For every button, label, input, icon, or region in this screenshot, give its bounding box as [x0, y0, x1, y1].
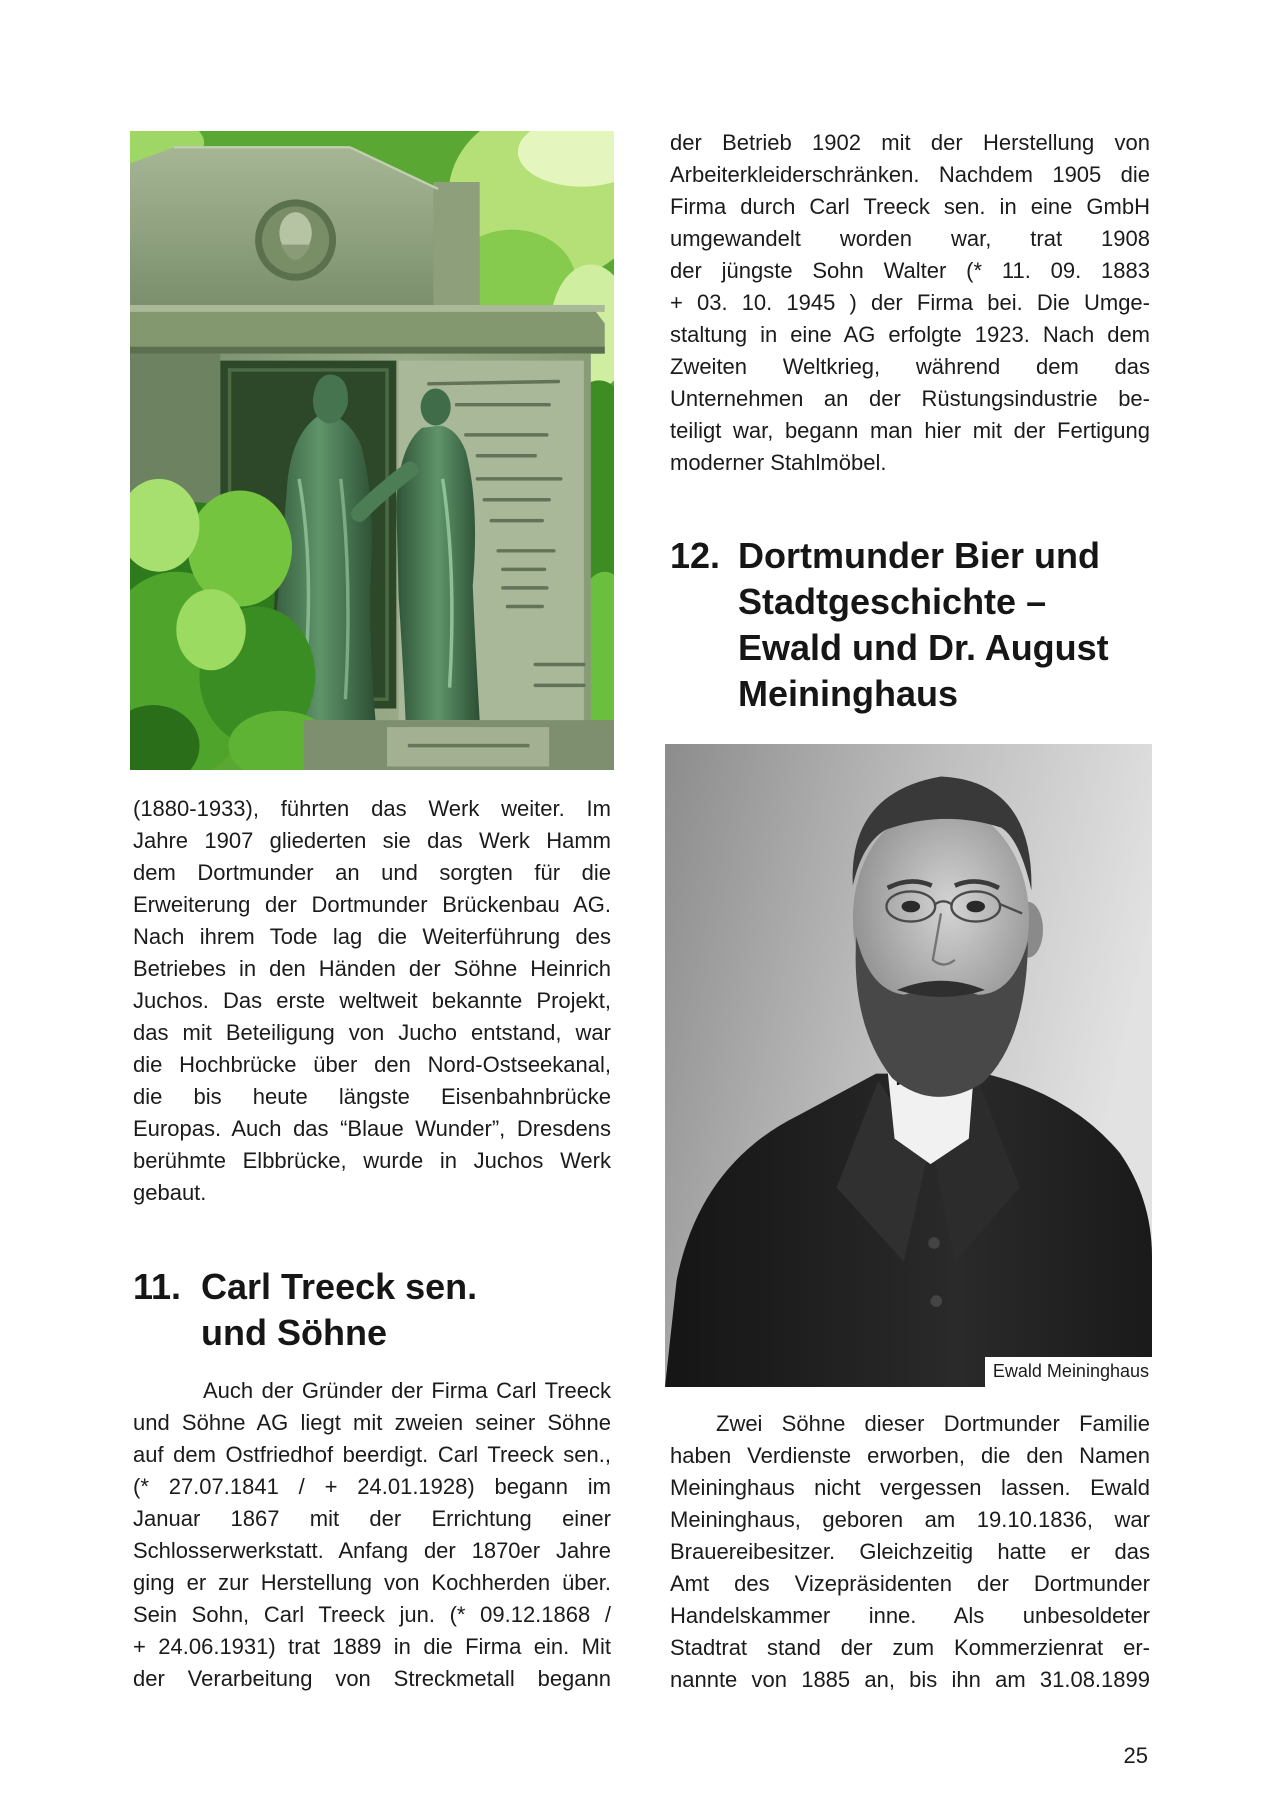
monument-photo	[130, 131, 614, 770]
body-text-line: Erweiterung der Dortmunder Brückenbau AG.	[133, 892, 611, 917]
body-text-line: Meininghaus nicht vergessen lassen. Ewald	[670, 1475, 1150, 1500]
body-text-line: Schlosserwerkstatt. Anfang der 1870er Jahre	[133, 1538, 611, 1563]
body-text-line: ging er zur Herstellung von Kochherden über.	[133, 1570, 611, 1595]
body-text-line: Juchos. Das erste weltweit bekannte Projekt,	[133, 988, 611, 1013]
body-text-line: Nach ihrem Tode lag die Weiterführung des	[133, 924, 611, 949]
body-text-line: Zweiten Weltkrieg, während dem das	[670, 354, 1150, 379]
section-12-paragraph	[670, 1408, 1150, 1696]
body-text-line: Handelskammer inne. Als unbesoldeter	[670, 1603, 1150, 1628]
body-text-line: Arbeiterkleiderschränken. Nachdem 1905 die	[670, 162, 1150, 187]
section-title-line: Dortmunder Bier und	[738, 535, 1101, 576]
body-text-line: Auch der Gründer der Firma Carl Treeck	[203, 1378, 611, 1403]
body-text-line: Europas. Auch das “Blaue Wunder”, Dresdens	[133, 1116, 611, 1141]
portrait-photo	[665, 744, 1152, 1387]
body-text-line: + 24.06.1931) trat 1889 in die Firma ein. Mit	[133, 1634, 611, 1659]
body-text-line: der Betrieb 1902 mit der Herstellung von	[670, 130, 1150, 155]
body-text-line: staltung in eine AG erfolgte 1923. Nach dem	[670, 322, 1150, 347]
section-heading-11	[133, 1264, 611, 1356]
body-text-line: Zwei Söhne dieser Dortmunder Familie	[716, 1411, 1150, 1436]
body-text-line: Unternehmen an der Rüstungsindustrie be-	[670, 386, 1150, 411]
body-text-line: Amt des Vizepräsidenten der Dortmunder	[670, 1571, 1150, 1596]
portrait-photo-image	[665, 744, 1152, 1387]
body-text-line: nannte von 1885 an, bis ihn am 31.08.1899	[670, 1667, 1150, 1692]
right-continued-text	[670, 127, 1150, 479]
body-text-line: (* 27.07.1841 / + 24.01.1928) begann im	[133, 1474, 611, 1499]
body-text-line: Brauereibesitzer. Gleichzeitig hatte er das	[670, 1539, 1150, 1564]
section-title-line: Carl Treeck sen.	[201, 1266, 478, 1307]
monument-base	[304, 720, 614, 770]
body-text-line: teiligt war, begann man hier mit der Fertigung	[670, 418, 1150, 443]
section-title-line: Meininghaus	[738, 673, 959, 714]
body-text-line: berühmte Elbbrücke, wurde in Juchos Werk	[133, 1148, 611, 1173]
section-number: 12.	[670, 535, 721, 576]
page-number: 25	[1123, 1743, 1148, 1768]
left-continued-text	[133, 793, 611, 1209]
body-text-line: Jahre 1907 gliederten sie das Werk Hamm	[133, 828, 611, 853]
body-text-line: Meininghaus, geboren am 19.10.1836, war	[670, 1507, 1150, 1532]
body-text-line: auf dem Ostfriedhof beerdigt. Carl Treeck sen.,	[133, 1442, 611, 1467]
body-text-line: und Söhne AG liegt mit zweien seiner Söhne	[133, 1410, 611, 1435]
body-text-line: dem Dortmunder an und sorgten für die	[133, 860, 611, 885]
body-text-line: die Hochbrücke über den Nord-Ostseekanal,	[133, 1052, 611, 1077]
body-text-line: die bis heute längste Eisenbahnbrücke	[133, 1084, 611, 1109]
body-text-line: (1880-1933), führten das Werk weiter. Im	[133, 796, 611, 821]
section-title-line: Ewald und Dr. August	[738, 627, 1109, 668]
body-text-line: Sein Sohn, Carl Treeck jun. (* 09.12.1868 /	[133, 1602, 611, 1627]
body-text-line: Stadtrat stand der zum Kommerzienrat er-	[670, 1635, 1150, 1660]
monument-photo-image	[130, 131, 614, 770]
section-11-paragraph	[133, 1375, 611, 1695]
body-text-line: der Verarbeitung von Streckmetall begann	[133, 1666, 611, 1691]
body-text-line: moderner Stahlmöbel.	[670, 450, 887, 475]
body-text-line: haben Verdienste erworben, die den Namen	[670, 1443, 1150, 1468]
section-title-line: Stadtgeschichte –	[738, 581, 1047, 622]
body-text-line: + 03. 10. 1945 ) der Firma bei. Die Umge-	[670, 290, 1150, 315]
figure-caption: Ewald Meininghaus	[985, 1357, 1152, 1387]
body-text-line: Firma durch Carl Treeck sen. in eine GmbH	[670, 194, 1150, 219]
section-heading-12	[670, 533, 1150, 717]
body-text-line: gebaut.	[133, 1180, 207, 1205]
body-text-line: das mit Beteiligung von Jucho entstand, war	[133, 1020, 611, 1045]
body-text-line: umgewandelt worden war, trat 1908	[670, 226, 1150, 251]
body-text-line: der jüngste Sohn Walter (* 11. 09. 1883	[670, 258, 1150, 283]
section-title-line: und Söhne	[201, 1312, 387, 1353]
body-text-line: Januar 1867 mit der Errichtung einer	[133, 1506, 611, 1531]
section-number: 11.	[133, 1266, 182, 1307]
monument-cornice	[130, 305, 605, 354]
portrait-medallion	[255, 199, 336, 280]
body-text-line: Betriebes in den Händen der Söhne Heinrich	[133, 956, 611, 981]
